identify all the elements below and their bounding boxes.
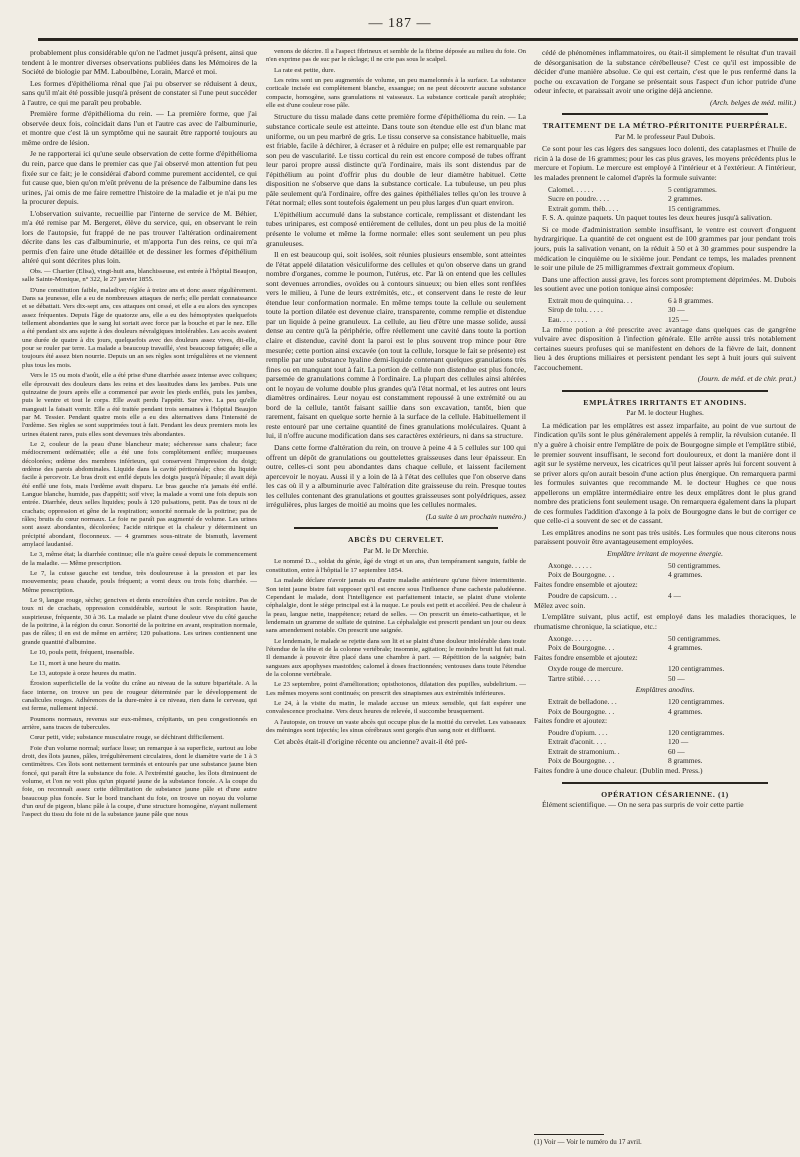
prescription-row bbox=[534, 634, 796, 644]
ingredient-name: Poudre d'opium. . . . bbox=[548, 727, 608, 737]
column-1 bbox=[22, 48, 257, 1133]
section-heading: OPÉRATION CÉSARIENNE. (1) bbox=[601, 789, 729, 799]
paragraph: A l'autopsie, on trouve un vaste abcès qui occupe plus de la moitié du cervelet. Les vaisseaux des méninges sont injectés; les sinus cérébraux sont gorgés d'un sang noir et diffluent. bbox=[266, 718, 526, 734]
paragraph: cédé de phénomènes inflammatoires, ou était-il simplement le résultat d'un travail de désorganisation de la substance cérébelleuse? C'est ce qu'il est impossible de décider d'une manière absolue. Ce qui est certain, c'est que le pus renfermé dans la poche ou excavation de l'organe se présentait sous l'aspect d'un ichor putride d'une odeur infecte, et paraissait avoir une origine déjà ancienne. bbox=[534, 48, 796, 96]
ingredient-dose: 4 — bbox=[668, 591, 681, 601]
paragraph: Faites fondre ensemble et ajoutez: bbox=[534, 579, 638, 589]
paragraph: L'épithélium accumulé dans la substance corticale, remplissant et distendant les tubes urinipares, est composé entièrement de cellules, dont un peu plus de la moitié présente le volume et même la forme normale: elles sont seulement un peu plus granuleuses. bbox=[266, 209, 526, 248]
paragraph: Il en est beaucoup qui, soit isolées, soit réunies plusieurs ensemble, sont atteintes de l'état appelé dilatation vésiculiforme des cellules et qu'on observe dans un grand nombre d'organes, comme le poumon, l'utérus, etc. Par là on entend que les cellules sont devenues arrondies, ovoïdes ou à contours sinueux; ou bien elles sont renflées vers le milieu, à l'une de leurs extrémités, etc., et conservent dans le reste de leur étendue leur conformation normale. En même temps toute la cellule ou seulement toute la portion dilatée est devenue claire, transparente, comme remplie et distendue par un liquide à peine granuleux. La cellule, au lieu d'être une masse solide, aussi dense au centre qu'à la périphérie, offre réellement une cavité dans toute la portion claire et distendue, cavité dont la paroi est le plus souvent trop mince pour être mesurée; cette portion ainsi excavée (on tout la cellule, lorsque le fait se présente) est remplie par une substance hyaline demi-liquide contenant quelques granulations très fines ou en manquant tout à fait. La portion de cellule non distendue est plus foncée, parsemée de granulations comme à l'ordinaire. La plupart des cellules ainsi altérées ont le noyau de volume double plus grandes qu'à l'état normal, et les autres ont leurs diamètres ordinaires. Leur noyau est constamment repoussé à une extrémité ou au bord de la cellule, tantôt faisant saillie dans son excavation, tantôt, bien que rarement, faisant en quelque sorte hernie à la surface de la cellule. Habituellement il reste entouré par une certaine quantité de fines granulations moléculaires. Quant à lui, il n'offre aucune modification dans ses caractères extérieurs, ni dans sa structure. bbox=[266, 250, 526, 441]
ingredient-dose: 4 grammes. bbox=[668, 643, 703, 653]
ingredient-dose: 15 centigrammes. bbox=[668, 203, 721, 213]
ingredient-dose: 50 centigrammes. bbox=[668, 560, 721, 570]
prescription-row bbox=[534, 185, 796, 195]
paragraph: probablement plus considérable qu'on ne l'admet jusqu'à présent, ainsi que tendent à le montrer diverses observations publiées dans les Mémoires de la Société de biologie par MM. Laboulbène, Lorain, Marcé et moi. bbox=[22, 48, 257, 77]
paragraph: venons de décrire. Il a l'aspect fibrineux et semble de la fibrine déposée au milieu du foie. On n'en exprime pas de suc par le râclage; il ne crie pas sous le scalpel. bbox=[266, 48, 526, 64]
paragraph: Je ne rapporterai ici qu'une seule observation de cette forme d'épithélioma du rein, parce que dans le premier cas que j'ai observé mon attention fut peu fixée sur ce fait; je le considérai d'abord comme purement accidentel, ce qui fut cause que, bien qu'on m'eût prévenu de la présence de l'albumine dans les urines, j'ai omis de me faire remettre l'histoire de la maladie et je n'ai pu me la procurer depuis. bbox=[22, 149, 257, 207]
paragraph: Érosion superficielle de la voûte du crâne au niveau de la suture bipariétale. A la face interne, on trouve un peu de rougeur déterminée par le développement de canalicules rouges. Adhérences de la dure-mère à ce niveau, rien dans le cerveau, qui est ferme, nullement injecté. bbox=[22, 680, 257, 713]
prescription-row bbox=[534, 664, 796, 674]
prescription-row bbox=[534, 737, 796, 747]
prescription-row bbox=[534, 204, 796, 214]
ingredient-dose: 125 — bbox=[668, 314, 689, 324]
paragraph: L'emplâtre suivant, plus actif, est employé dans les maladies thoraciques, le rhumatisme chronique, la sciatique, etc.: bbox=[534, 612, 796, 631]
ingredient-name: Extrait mou de quinquina. . . bbox=[548, 295, 633, 305]
ingredient-dose: 4 grammes. bbox=[668, 706, 703, 716]
ingredient-name: Extrait gomm. théb. . . . bbox=[548, 203, 619, 213]
paragraph: Dans cette forme d'altération du rein, on trouve à peine 4 à 5 cellules sur 100 qui offrent un dépôt de granulations ou gouttelettes graisseuses dans leur épaisseur. En outre, celles-ci sont peu abondantes dans chaque cellule, et laissent facilement apercevoir le noyau. Aussi il y a loin de là à l'état des cellules que l'on observe dans les cas où il y a albuminurie avec l'altération dite graisseuse du rein. Presque toutes les cellules contenant des granulations et gouttes graisseuses sont polyédriques, assez irrégulières, plus larges de moitié au moins que les cellules normales. bbox=[266, 443, 526, 510]
prescription-row bbox=[534, 697, 796, 707]
ingredient-dose: 8 grammes. bbox=[668, 756, 703, 766]
footnote: (1) Voir — Voir le numéro du 17 avril. bbox=[534, 1138, 642, 1146]
prescription-row bbox=[534, 305, 796, 315]
formula-title: Emplâtres anodins. bbox=[635, 685, 695, 695]
paragraph: La rate est petite, dure. bbox=[274, 66, 336, 74]
prescription-row bbox=[534, 674, 796, 684]
paragraph: Le 9, langue rouge, sèche; gencives et dents encroûtées d'un cercle noirâtre. Pas de toux ni de crachats, oppression considérable, surtout le soir. Respiration haute, suspirieuse, fréquente, 30 à 36. La malade se plaint d'une douleur vive du côté gauche de la poitrine, à la région du cœur. Sonorité de la poitrine en avant, respiration normale, pas de râles; il en est de même en arrière; 120 pulsations. Les urines contiennent une grande quantité d'albumine. bbox=[22, 597, 257, 646]
paragraph: Faites fondre à une douce chaleur. (Dublin med. Press.) bbox=[534, 766, 703, 776]
paragraph: Le 7, la cuisse gauche est tendue, très douloureuse à la pression et par les mouvements; peau chaude, pouls fréquent; a vomi deux ou trois fois; diarrhée. — Même prescription. bbox=[22, 570, 257, 594]
paragraph: D'une constitution faible, maladive; réglée à treize ans et donc assez régulièrement. Dans sa jeunesse, elle a eu de nombreuses attaques de nerfs; elle perdait connaissance et se débattait. Vers dix-sept ans, ces attaques ont cessé, et elle a eu alors des syncopes assez fréquentes. Depuis l'âge de quatorze ans, elle a eu des hémoptysies quelquefois tellement abondantes que le sang lui sortait avec force par la bouche et par le nez. Elle a été pendant six ans sujette à des douleurs névralgiques intolérables. Les accès avaient une durée de quatre à dix jours, quelquefois avec des douleurs assez vives, dit-elle, pour se rouler par terre. La malade a beaucoup travaillé, s'est beaucoup fatiguée; elle a toujours été assez bien nourrie. Depuis un an ses règles sont irrégulières et ne viennent plus tous les mois. bbox=[22, 286, 257, 369]
ingredient-dose: 60 — bbox=[668, 746, 685, 756]
paragraph: Le 10, pouls petit, fréquent, insensible. bbox=[30, 649, 135, 657]
paragraph: Le nommé D..., soldat du génie, âgé de vingt et un ans, d'un tempérament sanguin, faible de constitution, entre à l'hôpital le 17 septembre 1854. bbox=[266, 558, 526, 574]
section-divider bbox=[562, 113, 768, 115]
ingredient-name: Poudre de capsicum. . . bbox=[548, 591, 617, 601]
formula-title: Emplâtre irritant de moyenne énergie. bbox=[606, 548, 724, 558]
paragraph: Les reins sont un peu augmentés de volume, un peu mamelonnés à la surface. La substance corticale incisée est complètement blanche, exsangue; on ne peut découvrir aucune substance compacte, homogène, sans granulations ni vaisseaux. La substance corticale paraît atrophiée; elle est d'une couleur rose pâle. bbox=[266, 77, 526, 110]
ingredient-dose: 120 — bbox=[668, 737, 689, 747]
header-rule bbox=[38, 38, 798, 41]
paragraph: Structure du tissu malade dans cette première forme d'épithélioma du rein. — La substance corticale seule est atteinte. Dans toute son étendue elle est d'un blanc mat uniforme, ou un peu marbré de gris. Le tissu conserve sa consistance habituelle, mais est friable, facile à déchirer, à écraser et à réduire en pulpe; elle est remarquable par son peu de vascularité. Le tissu cortical du rein est encore composé de tubes offrant leur paroi propre aussi distincte qu'à l'ordinaire, mais ils sont distendus par de l'épithélium au point d'offrir plus du double de leur diamètre habituel. Cette disposition ne s'observe que dans la substance corticale. La tubuleuse, un peu plus pâle seulement qu'à l'ordinaire, offre des gaines épithéliales telles qu'on les trouve à l'état normal; elles sont toutefois également un peu plus larges d'un quart environ. bbox=[266, 112, 526, 208]
ingredient-dose: 50 centigrammes. bbox=[668, 633, 721, 643]
ingredient-name: Oxyde rouge de mercure. bbox=[548, 664, 624, 674]
prescription-row bbox=[534, 194, 796, 204]
source-citation: (Arch. belges de méd. milit.) bbox=[710, 97, 796, 107]
paragraph: Le 13, autopsie à onze heures du matin. bbox=[30, 669, 137, 677]
paragraph: Le 11, mort à une heure du matin. bbox=[30, 659, 121, 667]
paragraph: La même potion a été prescrite avec avantage dans quelques cas de gangrène vulvaire avec disposition à l'infection générale. Elle arrête aussi très notablement certaines sueurs profuses qui se manifestent en dehors de la fièvre de lait, donnent lieu à des éruptions miliaires et persistent pendant les sept à huit jours qui suivent l'accouchement. bbox=[534, 324, 796, 372]
section-heading: ABCÈS DU CERVELET. bbox=[348, 535, 444, 545]
ingredient-dose: 50 — bbox=[668, 673, 685, 683]
ingredient-name: Eau. . . . . . . . bbox=[548, 314, 588, 324]
paragraph: Dans une affection aussi grave, les forces sont promptement déprimées. M. Dubois les soutient avec une potion tonique ainsi composée: bbox=[534, 274, 796, 294]
paragraph: Faites fondre ensemble et ajoutez: bbox=[534, 652, 638, 662]
paragraph: Les formes d'épithélioma rénal que j'ai pu observer se réduisent à deux, sans qu'il m'ait été possible jusqu'à présent de constater si l'une peut succéder à l'autre, ce qui me paraît peu probable. bbox=[22, 78, 257, 107]
column-3 bbox=[534, 48, 796, 1133]
paragraph: Mêlez avec soin. bbox=[534, 600, 586, 610]
ingredient-name: Axonge. . . . . . bbox=[548, 560, 592, 570]
paragraph: Foie d'un volume normal; surface lisse; un remarque à sa superficie, surtout au lobe droit, des îlots jaunes, pâles, irrégulièrement circulaires, dont le diamètre varie de 1 à 3 centimètres. Ces îlots sont nettement terminés et entourés par une substance jaune bien foncé, qui paraît être la substance du foie. A l'extrémité gauche, les îlots diminuent de volume, et l'on ne voit plus qu'un piqueté jaune de la substance foncée. A la coupe du foie, on reconnaît assez cette délimitation de substance jaune pâle et d'une autre beaucoup plus foncée. Sur le bord tranchant du foie, on trouve un noyau du volume d'un œuf de pigeon, blanc pâle à la coupe, d'une structure homogène, n'ayant nullement l'aspect du tissu du foie ni de la substance jaune pâle que nous bbox=[22, 744, 257, 819]
paragraph: Le 2, couleur de la peau d'une blancheur mate; sécheresse sans chaleur; face médiocrement œdématiée; elle a été une fois complètement enflée; muqueuses décolorées; œdème des membres inférieurs, qui conservent l'impression du doigt; œdème des parois abdominales. Liquide dans la cavité péritonéale; choc du liquide facile à percevoir. Le bras droit est enflé depuis les doigts jusqu'à l'épaule; il avait déjà été enflé une fois, mais l'œdème avait disparu. Le bras gauche n'a jamais été enflé. Langue blanche, humide, pas d'appétit; soif vive; la malade a vomi une fois depuis son entrée. Diarrhée, deux selles liquides; pouls à 120 pulsations, petit. Pas de toux ni de crachats; oppression et gêne de la respiration; sonorité normale de la poitrine; pas de râles; bruits du cœur normaux. Le foie ne paraît pas augmenté de volume. Les urines sont assez abondantes, décolorées; l'acide nitrique et la chaleur y déterminent un précipité abondant, floconneux. — 4 grammes sous-nitrate de bismuth, lavement amylacé laudanisé. bbox=[22, 440, 257, 549]
ingredient-name: Poix de Bourgogne. . . bbox=[548, 706, 615, 716]
prescription-row bbox=[534, 728, 796, 738]
ingredient-name: Extrait d'aconit. . . . bbox=[548, 737, 606, 747]
ingredient-name: Poix de Bourgogne. . . bbox=[548, 643, 615, 653]
ingredient-name: Tartre stibié. . . . . bbox=[548, 673, 601, 683]
paragraph: Le 3, même état; la diarrhée continue; elle n'a guère cessé depuis le commencement de la maladie. — Même prescription. bbox=[22, 551, 257, 567]
paragraph: La malade déclare n'avoir jamais eu d'autre maladie antérieure qu'une fièvre intermittente. Son teint jaune bistre fait supposer qu'il est encore sous l'influence d'une cachexie paludéenne. Cependant le malade, dont l'intelligence est parfaitement intacte, se plaint d'une violente céphalalgie, dont le siège principal est à la nuque. Le pouls est petit et accéléré. Peu de chaleur à la peau, langue nette, inappétence; retard de selles. — On prescrit un émeto-cathartique, et le lendemain un gramme de sulfate de quinine. La céphalalgie est prescrit pendant un jour ou deux sans amendement notable. On prescrit une saignée. bbox=[266, 577, 526, 635]
prescription-row bbox=[534, 315, 796, 325]
page-number: — 187 — bbox=[368, 16, 432, 31]
ingredient-dose: 6 à 8 grammes. bbox=[668, 295, 714, 305]
ingredient-dose: 30 — bbox=[668, 305, 685, 315]
section-heading: EMPLÂTRES IRRITANTS ET ANODINS. bbox=[583, 397, 747, 407]
section-divider bbox=[562, 390, 768, 392]
paragraph: Cœur petit, vide; substance musculaire rouge, se déchirant difficilement. bbox=[30, 734, 224, 742]
section-divider bbox=[294, 527, 498, 529]
paragraph: Obs. — Chartier (Elisa), vingt-huit ans, blanchisseuse, est entrée à l'hôpital Beaujon, salle Sainte-Monique, n° 322, le 27 janvier 1855. bbox=[22, 268, 257, 284]
prescription-row bbox=[534, 570, 796, 580]
ingredient-dose: 120 centigrammes. bbox=[668, 664, 725, 674]
ingredient-dose: 120 centigrammes. bbox=[668, 696, 725, 706]
prescription-row bbox=[534, 707, 796, 717]
section-author: Par M. le docteur Hughes. bbox=[626, 408, 704, 418]
paragraph: Élément scientifique. — On ne sera pas surpris de voir cette partie bbox=[542, 800, 744, 810]
ingredient-dose: 120 centigrammes. bbox=[668, 727, 725, 737]
paragraph: Première forme d'épithélioma du rein. — La première forme, que j'ai observée deux fois, coïncidait dans l'un et l'autre cas avec de l'albuminurie, et montre que c'est là un symptôme qui ne saurait être rapporté toujours au même ordre de lésion. bbox=[22, 109, 257, 147]
paragraph: Poumons normaux, revenus sur eux-mêmes, crépitants, un peu congestionnés en arrière, sans traces de tubercules. bbox=[22, 715, 257, 731]
ingredient-name: Sucre en poudre. . . . bbox=[548, 194, 609, 204]
ingredient-name: Axonge. . . . . . bbox=[548, 633, 592, 643]
section-heading: TRAITEMENT DE LA MÉTRO-PÉRITONITE PUERPÉRALE. bbox=[542, 121, 788, 131]
prescription-row bbox=[534, 296, 796, 306]
ingredient-dose: 4 grammes. bbox=[668, 570, 703, 580]
paragraph: Le 23 septembre, point d'amélioration; opisthotonos, dilatation des pupilles, subdelirium. — Les mêmes moyens sont continués; on prescrit des sinapismes aux extrémités inférieures. bbox=[266, 681, 526, 697]
ingredient-dose: 2 grammes. bbox=[668, 194, 703, 204]
ingredient-name: Poix de Bourgogne. . . bbox=[548, 756, 615, 766]
prescription-row bbox=[534, 756, 796, 766]
ingredient-dose: 5 centigrammes. bbox=[668, 184, 717, 194]
ingredient-name: Sirop de tolu. . . . . bbox=[548, 305, 603, 315]
section-divider bbox=[562, 782, 768, 784]
ingredient-name: Extrait de belladone. . . bbox=[548, 696, 617, 706]
column-2 bbox=[266, 48, 526, 1133]
paragraph: Vers le 15 ou mois d'août, elle a été prise d'une diarrhée assez intense avec coliques; elle éprouvait des douleurs dans les reins et des lassitudes dans les jambes. Puis une quinzaine de jours après elle a commencé par avoir les pieds enflés, puis les jambes, puis le ventre et tout le corps. Elle avait perdu l'appétit. Sur vive. La peu qu'elle mangeait la faisait vomir. Elle a été traitée pendant trois semaines à l'hôpital Beaujon par M. Tessier. Pendant quatre mois elle a eu des alternatives dans l'intensité de l'œdème. Ses règles se sont supprimées tout à fait. Pendant les deux premiers mois les urines étaient rares, puis elles sont devenues très abondantes. bbox=[22, 372, 257, 438]
paragraph: Les emplâtres anodins ne sont pas très usités. Les formules que nous citerons nous paraissent pouvoir être avantageusement employées. bbox=[534, 527, 796, 547]
paragraph: Le lendemain, le malade se rejette dans son lit et se plaint d'une douleur intolérable dans toute l'étendue de la tête et de la colonne vertébrale; insomnie, agitation; le moindre bruit lui fait mal. Il demande à pouvoir être placé dans une chambre à part. — Répétition de la saignée; bain sangsues aux apophyses mastoïdes; calomel à doses fractionnées; ventouses dans toute l'étendue de la colonne vertébrale. bbox=[266, 637, 526, 678]
section-author: Par M. le Dr Merchie. bbox=[363, 545, 429, 555]
ingredient-name: Extrait de stramonium. . bbox=[548, 746, 620, 756]
prescription-row bbox=[534, 643, 796, 653]
prescription-row bbox=[534, 591, 796, 601]
paragraph: L'observation suivante, recueillie par l'interne de service de M. Béhier, m'a été remise par M. Bergeret, élève du service, qui, en observant le rein lors de l'autopsie, fut frappé de ne pas trouver l'altération ordinairement décrite dans les cas d'albuminurie, et m'apporta l'un des reins, ce qui m'a permis d'en faire une étude détaillée et de dessiner les formes d'épithélium altéré qui sont décrites plus loin. bbox=[22, 208, 257, 266]
paragraph: Faites fondre et ajoutez: bbox=[534, 716, 608, 726]
ingredient-name: Calomel. . . . . . bbox=[548, 184, 594, 194]
section-author: Par M. le professeur Paul Dubois. bbox=[615, 131, 715, 141]
prescription-row bbox=[534, 561, 796, 571]
paragraph: La médication par les emplâtres est assez imparfaite, au point de vue surtout de l'indication qu'ils sont le plus généralement appelés à remplir, la révulsion cutanée. Il n'y a guère à choisir entre l'emplâtre de poix de Bourgogne simple et l'emplâtre stibié, le premier souvent insuffisant, le second fort douloureux, et dont la manière dont il agit sur le système nerveux, les cicatrices qu'il peut laisser après lui forcent souvent à se priver alors qu'on aurait besoin d'une action plus énergique. On remarquera parmi les formules suivantes que recommande M. le docteur Hughes ce que nous appellerons un emplâtre intermédiaire entre les deux emplâtres dont le plus grand nombre des praticiens font seulement usage. On remarquera également dans la plupart de ces formules l'addition d'axonge à la poix de Bourgogne dans le but de corriger ce que celle-ci a souvent de sec et de cassant. bbox=[534, 420, 796, 526]
source-citation: (Journ. de méd. et de chir. prat.) bbox=[697, 374, 796, 384]
ingredient-name: Poix de Bourgogne. . . bbox=[548, 570, 615, 580]
source-citation: (La suite à un prochain numéro.) bbox=[425, 511, 526, 521]
paragraph: Cet abcès était-il d'origine récente ou ancienne? avait-il été pré- bbox=[274, 737, 468, 747]
paragraph: Si ce mode d'administration semble insuffisant, le ventre est couvert d'onguent hydrargirique. La quantité de cet onguent est de 100 grammes par jour pendant trois jours, puis la salivation venant, on la réduit à 50 et à 30 grammes pour suspendre la médication le cinquième ou le sixième jour. Pendant ce temps, les malades prennent le soir une pilule de 25 milligrammes d'extrait gommeux d'opium. bbox=[534, 224, 796, 273]
footnote-rule bbox=[534, 1134, 604, 1135]
prescription-row bbox=[534, 747, 796, 757]
paragraph: Le 24, à la visite du matin, le malade accuse un mieux sensible, qui fait espérer une convalescence prochaine. Vers deux heures de relevée, il succombe brusquement. bbox=[266, 699, 526, 716]
paragraph: Ce sont pour les cas légers des sangsues loco dolenti, des cataplasmes et l'huile de ricin à la dose de 16 grammes; pour les cas plus graves, les moyens précédents plus le mercure et l'opium. Le mercure est employé à l'intérieur et à l'extérieur. A l'intérieur, les malades prennent le calomel d'après la formule suivante: bbox=[534, 144, 796, 183]
paragraph: F. S. A. quinze paquets. Un paquet toutes les deux heures jusqu'à salivation. bbox=[542, 213, 773, 223]
